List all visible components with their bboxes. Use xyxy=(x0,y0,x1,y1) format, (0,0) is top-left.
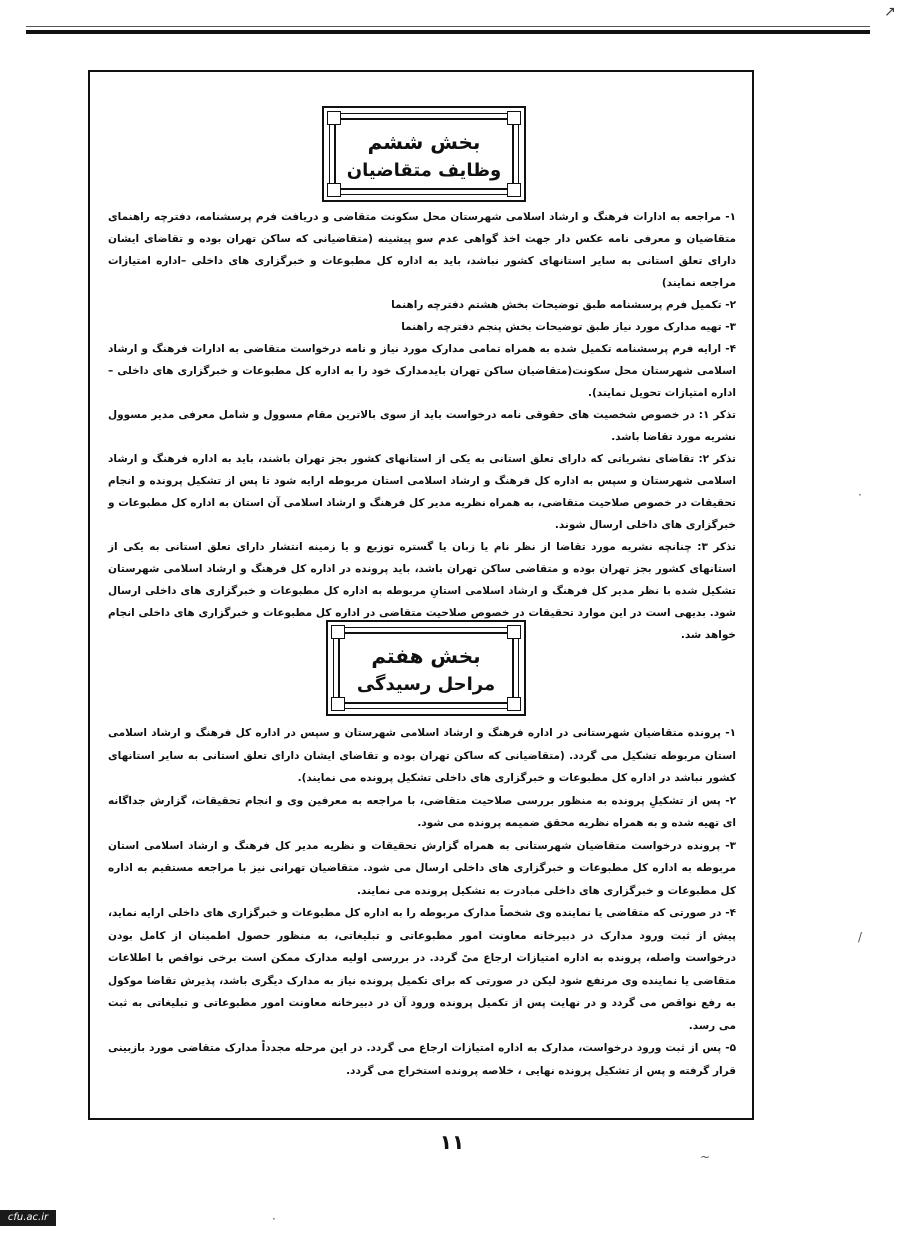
scan-speck: ~ xyxy=(700,1150,711,1164)
section6-title-box xyxy=(322,106,526,202)
title-box-corner xyxy=(331,625,345,639)
title-box-corner xyxy=(327,111,341,125)
title-box-corner xyxy=(507,625,521,639)
scan-speck: · xyxy=(272,1212,276,1226)
section6-item: ۳- تهیه مدارک مورد نیاز طبق توضیحات بخش پنجم دفترچه راهنما xyxy=(401,321,736,333)
section6-subtitle: وظایف متقاضیان xyxy=(346,160,502,181)
section6-note: تذکر ۱: در خصوص شخصیت های حقوقی نامه درخواست باید از سوی بالاترین مقام مسوول و شامل معرفی مدیر مسوول نشریه مورد تقاضا باشد. xyxy=(108,409,736,443)
section6-note: تذکر ۳: چنانچه نشریه مورد تقاضا از نظر نام یا زبان یا گستره توزیع و یا زمینه انتشار دارای تعلق استانی به یکی از استانهای کشور بجز تهران بوده و متقاضی ساکن تهران باشد، باید پرونده در اداره کل فرهنگ و ارشاد اسلامی شهرستان تشکیل شده با نظر مدیر کل فرهنگ و ارشاد اسلامی استانِ مربوطه به اداره کل مطبوعات و خبرگزاری های داخلی ارسال شود. بدیهی است در این موارد تحقیقات در خصوص صلاحیت متقاضی در اداره کل مطبوعات و خبرگزاری های داخلی انجام خواهد شد. xyxy=(108,541,736,641)
section7-body xyxy=(108,722,736,1082)
title-box-corner xyxy=(327,183,341,197)
section6-item: ۱- مراجعه به ادارات فرهنگ و ارشاد اسلامی شهرستان محل سکونت متقاضی و دریافت فرم پرسشنامه، دفترچه راهنمای متقاضیان و معرفی نامه عکس دار جهت اخذ گواهی عدم سو پیشینه (متقاضیانی که ساکن تهران بوده و تقاضای ایشان دارای تعلق استانی به سایر استانهای کشور نباشد، باید به اداره کل مطبوعات و خبرگزاری های داخلی –اداره امتیازات مراجعه نمایند) xyxy=(108,211,736,289)
top-rule-thin xyxy=(26,26,870,27)
section7-title: بخش هفتم xyxy=(371,644,481,668)
top-rule xyxy=(26,30,870,34)
title-box-corner xyxy=(507,111,521,125)
section6-item: ۴- ارایه فرم پرسشنامه تکمیل شده به همراه تمامی مدارک مورد نیاز و نامه درخواست متقاضی به ادارات فرهنگ و ارشاد اسلامی شهرستان محل سکونت(متقاضیان ساکن تهران بایدمدارک خود را به اداره کل مطبوعات و خبرگزاری های داخلی –اداره امتیازات تحویل نمایند). xyxy=(108,343,736,399)
page-number: ۱۱ xyxy=(439,1130,465,1154)
section7-item: ۲- پس از تشکیلِ پرونده به منظور بررسی صلاحیت متقاضی، با مراجعه به معرفین وی و انجام تحقیقات، گزارش جداگانه ای تهیه شده و به همراه نظریه محقق ضمیمه پرونده می شود. xyxy=(108,794,736,829)
section6-note: تذکر ۲: تقاضای نشریاتی که دارای تعلق استانی به یکی از استانهای کشور بجز تهران باشند، باید به اداره فرهنگ و ارشاد اسلامی شهرستان و سپس به اداره کل فرهنگ و ارشاد اسلامی استان مربوطه ارایه شود تا پس از تشکیل پرونده و انجام تحقیقات در خصوص صلاحیت متقاضی، به همراه نظریه مدیر کل فرهنگ و ارشاد اسلامی آن استان به اداره کل مطبوعات و خبرگزاری های داخلی ارسال شوند. xyxy=(108,453,736,531)
scan-speck: / xyxy=(858,930,863,944)
section6-item: ۲- تکمیل فرم پرسشنامه طبق توضیحات بخش هشتم دفترچه راهنما xyxy=(391,299,736,311)
title-box-corner xyxy=(507,697,521,711)
section6-title: بخش ششم xyxy=(367,130,481,154)
title-box-corner xyxy=(331,697,345,711)
scan-speck: · xyxy=(858,488,862,502)
site-watermark: cfu.ac.ir xyxy=(0,1210,56,1226)
corner-mark: ↗ xyxy=(884,4,896,20)
section6-body xyxy=(108,206,736,646)
section7-title-box xyxy=(326,620,526,716)
title-box-corner xyxy=(507,183,521,197)
section7-item: ۳- پرونده درخواست متقاضیان شهرستانی به همراه گزارش تحقیقات و نظریه مدیر کل فرهنگ و ارشاد اسلامی استان مربوطه به اداره کل مطبوعات و خبرگزاری های داخلی ارسال می شود. متقاضیان تهرانی نیز با مراجعه مستقیم به اداره کل مطبوعات و خبرگزاری های داخلی مبادرت به تشکیل پرونده می نمایند. xyxy=(108,839,736,897)
section7-item: ۱- پرونده متقاضیان شهرستانی در اداره فرهنگ و ارشاد اسلامی شهرستان و سپس در اداره کل فرهنگ و ارشاد اسلامی استان مربوطه تشکیل می گردد. (متقاضیانی که ساکن تهران بوده و تقاضای ایشان دارای تعلق استانی به سایر استانهای کشور نباشد در اداره کل مطبوعات و خبرگزاری های داخلی تشکیل پرونده می نمایند). xyxy=(108,727,736,784)
section7-item: ۴- در صورتی که متقاضی یا نماینده وی شخصاً مدارک مربوطه را به اداره کل مطبوعات و خبرگزاری های داخلی ارایه نماید، پیش از ثبت ورود مدارک در دبیرخانه معاونت امور مطبوعاتی و تبلیغاتی، به منظور حصول اطمینان از کامل بودن درخواست واصله، پرونده به اداره امتیازات ارجاع میً گردد. در بررسی اولیه مدارک ممکن است برخی نواقص با اطلاعات متقاضی یا نماینده وی مرتفع شود لیکن در صورتی که برای تکمیل پرونده نیاز به مدارک دیگری باشد، پذیرش تقاضا موکول به رفع نواقص می گردد و در نهایت پس از تکمیل پرونده ورود آن در دبیرخانه معاونت امور مطبوعاتی و تبلیغاتی به ثبت می رسد. xyxy=(108,907,736,1032)
section7-item: ۵- پس از ثبت ورود درخواست، مدارک به اداره امتیازات ارجاع می گردد. در این مرحله مجدداً مدارک متقاضی مورد بازبینی قرار گرفته و پس از تشکیل پرونده نهایی ، خلاصه پرونده استخراج می گردد. xyxy=(108,1042,736,1077)
section7-subtitle: مراحل رسیدگی xyxy=(356,674,496,695)
